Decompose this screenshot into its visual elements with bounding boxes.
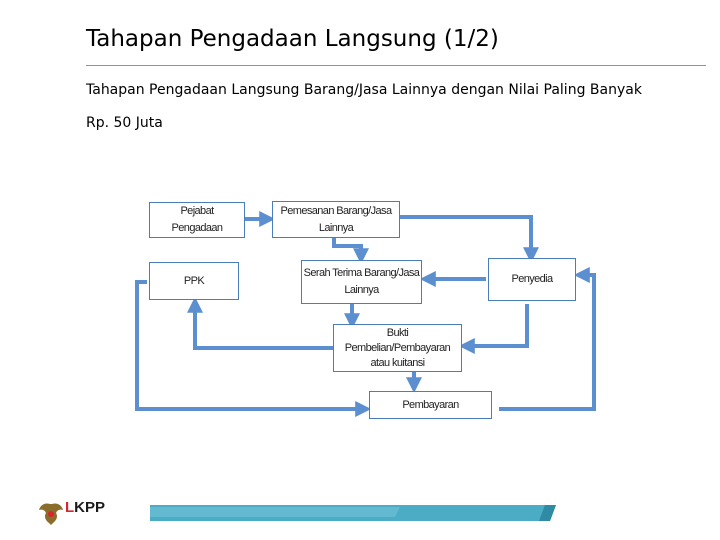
node-penyedia [488,258,576,301]
lkpp-logo-rest: KPP [74,499,106,516]
node-pemesanan-label: Pemesanan Barang/Jasa Lainnya [280,204,392,234]
arrow-penyedia-to-bukti [466,304,527,346]
node-pembayaran-label: Pembayaran [402,398,459,411]
lkpp-logo-text: LKPP [65,499,106,516]
garuda-emblem-icon [39,503,63,525]
node-serah-terima-label: Serah Terima Barang/Jasa Lainnya [303,267,420,296]
node-ppk-label: PPK [183,274,205,287]
node-pejabat-label: Pejabat Pengadaan [171,205,223,234]
node-pejabat-pengadaan [149,202,245,238]
arrow-bukti-to-ppk [195,304,333,348]
slide-title: Tahapan Pengadaan Langsung (1/2) [86,26,499,52]
arrow-pemesanan-to-penyedia [400,217,531,256]
arrow-pemesanan-to-serah [334,238,361,257]
slide-subtitle-line1: Tahapan Pengadaan Langsung Barang/Jasa Lainnya dengan Nilai Paling Banyak [86,82,642,98]
node-serah-terima [301,260,422,304]
node-ppk [149,262,239,300]
node-bukti [333,324,462,372]
node-pemesanan [272,201,400,238]
node-bukti-label: Bukti Pembelian/Pembayaran atau kuitansi [344,326,451,369]
slide-subtitle-line2: Rp. 50 Juta [86,115,163,131]
node-penyedia-label: Penyedia [511,273,553,285]
node-pembayaran [369,391,492,419]
